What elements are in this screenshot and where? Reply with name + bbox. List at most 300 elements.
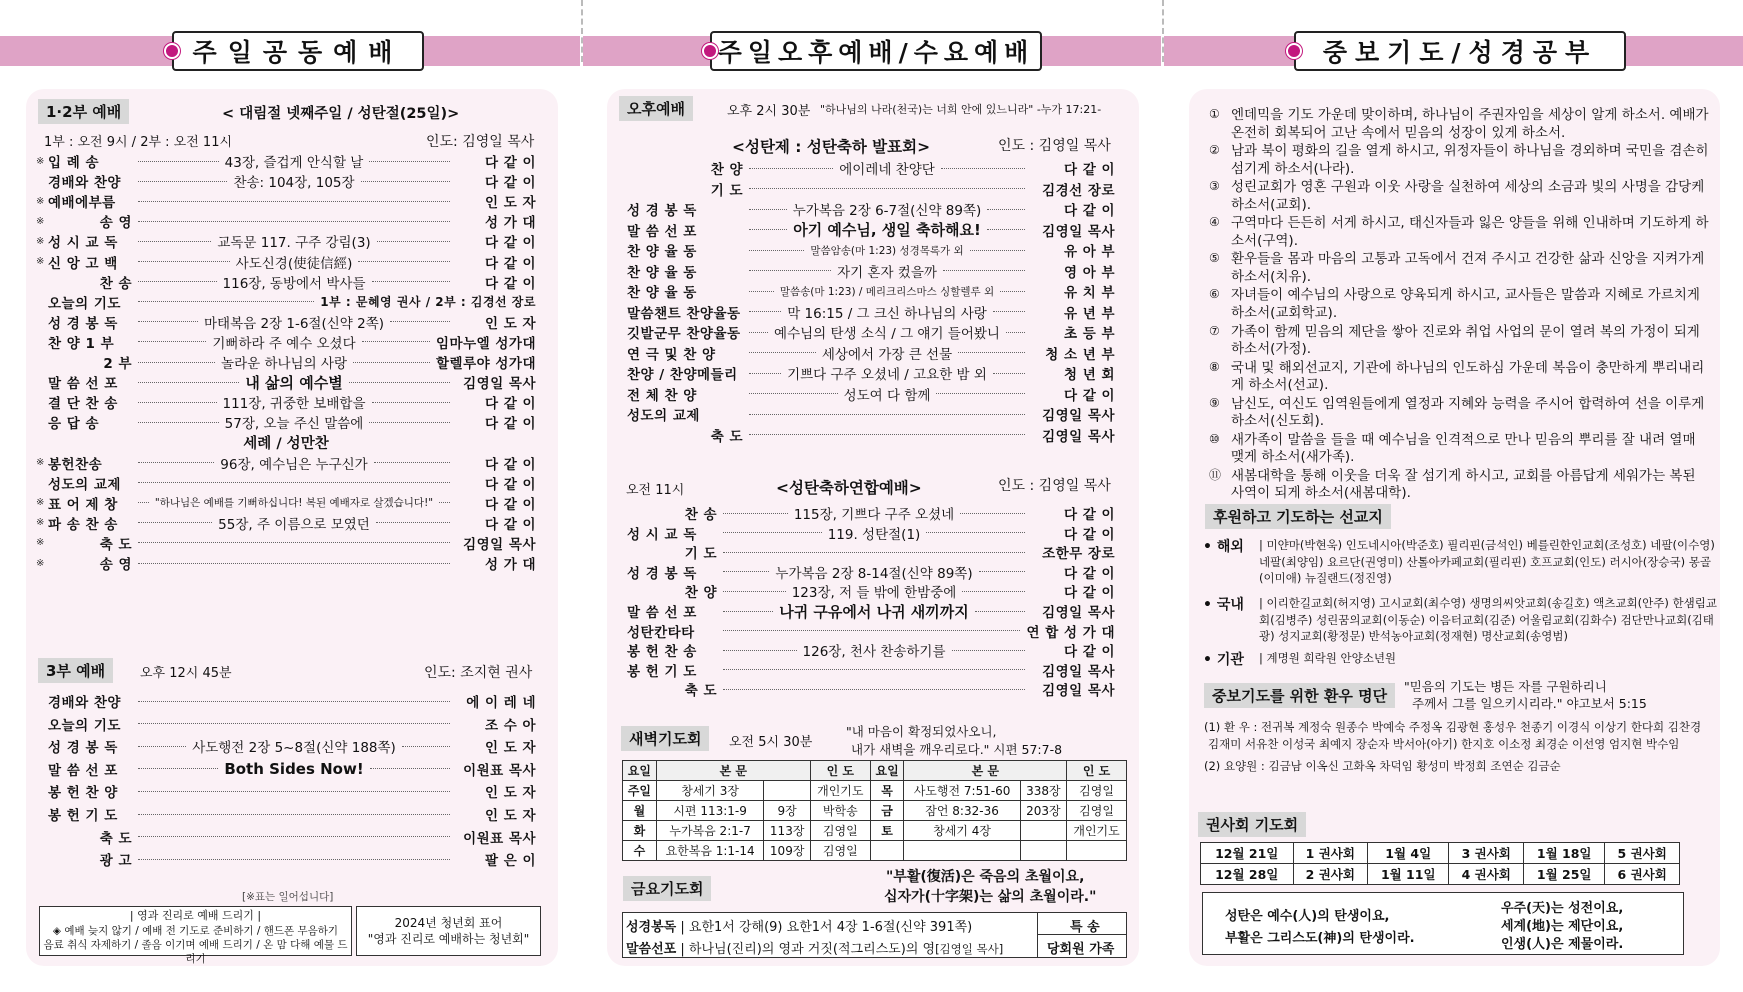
dotted-leader (138, 768, 218, 769)
order-content: 57장, 오늘 주신 말씀에 (224, 416, 364, 433)
dawn-verse-line: "내 마음이 확정되었사오니, (846, 724, 997, 739)
table-row (1201, 864, 1680, 885)
table-cell: 1월 18일 (1524, 843, 1605, 864)
title-prayer-bible-study: 중보기도/성경공부 (1294, 31, 1626, 71)
order-leader: 다 같 이 (484, 496, 537, 513)
dotted-leader (749, 434, 1025, 435)
table-header-row (623, 761, 1127, 781)
footer-quote-line: 부활은 그리스도(神)의 탄생이라. (1225, 931, 1415, 946)
prayer-number: ③ (1209, 179, 1220, 194)
dotted-leader (952, 650, 1026, 651)
service-theme: < 대림절 넷째주일 / 성탄절(25일)> (222, 106, 460, 122)
order-leader: 다 같 이 (484, 456, 537, 473)
order-row (615, 239, 1115, 261)
column-header: 본 문 (656, 761, 810, 781)
order-leader: 김영일 목사 (463, 536, 536, 553)
order-row (615, 198, 1115, 220)
order-label: 성 경 봉 독 (627, 565, 697, 582)
table-row (623, 801, 1127, 821)
order-label: 깃발군무 찬양율동 (627, 326, 741, 342)
friday-row-label: 말씀선포 (626, 942, 677, 957)
prayer-number: ⑩ (1209, 431, 1220, 446)
prayer-text: 성린교회가 영혼 구원과 이웃 사랑을 실천하여 세상의 소금과 빛의 사명을 감당케 하소서(교회). (1231, 179, 1705, 213)
standing-mark: ※ (36, 155, 45, 167)
friday-row-leader: [김영일 목사] (935, 942, 1004, 956)
table-cell: 9장 (764, 801, 810, 821)
order-label: 표 어 제 창 (48, 496, 118, 513)
order-label: 성도의 교제 (48, 476, 121, 493)
prayer-text: 구역마다 든든히 서게 하시고, 태신자들과 잃은 양들을 위해 인내하며 기도하게 하소서(구역). (1231, 215, 1709, 249)
table-cell (1067, 841, 1127, 861)
order-label: 성도의 교제 (627, 408, 700, 424)
dotted-leader (749, 188, 1025, 189)
standing-mark: ※ (36, 517, 45, 529)
order-label: 광 고 (99, 853, 132, 870)
dotted-leader (993, 311, 1025, 312)
table-cell: 주일 (623, 781, 657, 801)
order-row (36, 780, 536, 802)
dotted-leader (138, 701, 450, 702)
prayer-item (1209, 179, 1709, 214)
prayer-item (1209, 143, 1709, 178)
standing-mark: ※ (36, 537, 45, 549)
table-cell: 사도행전 7:51-60 (904, 781, 1020, 801)
order-label: 축 도 (710, 428, 743, 445)
column-divider (581, 0, 583, 62)
dotted-leader (361, 181, 450, 182)
order-label: 찬 양 율 동 (627, 244, 697, 260)
dotted-leader (138, 241, 211, 242)
order-leader: 이원표 목사 (463, 830, 536, 847)
order-leader: 인 도 자 (484, 315, 537, 332)
standing-mark: ※ (36, 457, 45, 468)
order-row (615, 301, 1115, 323)
order-row (36, 826, 536, 848)
dotted-leader (369, 161, 450, 162)
dotted-leader (723, 689, 1025, 690)
order-content: 116장, 동방에서 박사들 (222, 275, 366, 292)
dotted-leader (369, 422, 450, 423)
table-cell: 113장 (764, 821, 810, 841)
order-leader: 유 아 부 (1063, 244, 1116, 260)
dotted-leader (439, 502, 450, 503)
order-label: 찬 양 1 부 (48, 335, 115, 352)
standing-mark: ※ (36, 235, 45, 247)
order-row (36, 230, 536, 252)
prayer-item (1209, 396, 1709, 431)
dotted-leader (390, 321, 450, 322)
order-label: 성 경 봉 독 (627, 203, 697, 219)
order-row (36, 170, 536, 192)
order-content: 말씀암송(마 1:23) 성경목록가 외 (810, 244, 964, 257)
prayer-number: ⑪ (1209, 467, 1222, 482)
table-cell: 김영일 (810, 841, 870, 861)
order-row (36, 311, 536, 333)
section-label-service3: 3부 예배 (38, 658, 113, 683)
prayer-number: ① (1209, 107, 1220, 121)
dotted-leader (749, 250, 804, 251)
order-content: 세례 / 성만찬 (243, 435, 329, 452)
order-content: 예수님의 탄생 소식 / 그 얘기 들어봤니 (774, 326, 1000, 342)
order-leader: 영 아 부 (1063, 264, 1115, 281)
dotted-leader (749, 393, 838, 394)
order-leader: 유 치 부 (1063, 285, 1116, 301)
order-leader: 김영일 목사 (1042, 223, 1116, 240)
order-row (36, 532, 536, 554)
friday-special-by: 당회원 가족 (1047, 942, 1115, 957)
order-leader: 다 같 이 (1063, 507, 1115, 523)
joint-title: <성탄축하연합예배> (776, 479, 922, 497)
dotted-leader (138, 746, 186, 747)
dawn-verse-line: 내가 새벽을 깨우리로다." 시편 57:7-8 (851, 742, 1063, 757)
dotted-leader (723, 513, 788, 514)
order-row (36, 291, 536, 313)
sick-list (1204, 719, 1714, 775)
dotted-leader (370, 768, 450, 769)
order-content: "하나님은 예배를 기뻐하십니다! 복된 예배자로 살겠습니다!" (154, 497, 434, 510)
prayer-item (1209, 360, 1709, 395)
dotted-leader (749, 311, 781, 312)
order-label: 말 씀 선 포 (627, 605, 697, 621)
dotted-leader (749, 414, 1025, 415)
order-label: 송 영 (99, 215, 132, 232)
dotted-leader (374, 462, 450, 463)
dotted-leader (138, 791, 450, 792)
mission-region: • 해외 (1203, 539, 1244, 555)
footer-quote-line: 인생(人)은 제물이라. (1501, 937, 1624, 952)
table-cell: 수 (623, 841, 657, 861)
prayer-item (1209, 324, 1709, 359)
order-content: Both Sides Now! (224, 759, 364, 778)
order-row (36, 371, 536, 393)
order-content: 내 삶의 예수별 (245, 373, 343, 392)
order-label: 찬 양 (684, 585, 717, 602)
order-label: 결 단 찬 송 (48, 396, 118, 413)
prayer-text: 자녀들이 예수님의 사랑으로 양육되게 하시고, 교사들은 말씀과 지혜로 가르치게 하소서(교회학교). (1231, 287, 1700, 322)
order-label: 봉 헌 기 도 (48, 808, 118, 824)
order-leader: 다 같 이 (484, 155, 537, 171)
bullet-dot-icon (164, 43, 180, 59)
order-label: 오늘의 기도 (48, 295, 121, 312)
dotted-leader (138, 563, 450, 564)
order-label: 오늘의 기도 (48, 717, 121, 734)
dotted-leader (377, 241, 450, 242)
prayer-item (1209, 468, 1709, 503)
table-cell: 잠언 8:32-36 (904, 801, 1020, 821)
order-leader: 성 가 대 (484, 557, 536, 573)
mission-group (1203, 537, 1718, 587)
dotted-leader (138, 836, 450, 837)
elders-prayer-table (1200, 842, 1680, 885)
order-label: 찬 송 (684, 507, 717, 523)
prayer-item (1209, 251, 1709, 286)
order-content: 막 16:15 / 그 크신 하나님의 사랑 (787, 305, 987, 322)
order-label: 봉헌찬송 (48, 456, 103, 473)
section-label-dawn: 새벽기도회 (621, 726, 709, 751)
prayer-text: 남신도, 여신도 임역원들에게 열정과 지혜와 능력을 주시어 합력하여 선을 이루게 하소서(신도회). (1231, 395, 1705, 430)
order-content: 자기 혼자 컸을까 (837, 264, 937, 281)
order-label: 경배와 찬양 (48, 695, 121, 711)
guide-title: | 영과 진리로 예배 드리기 | (129, 909, 262, 922)
prayer-number: ⑤ (1209, 251, 1220, 266)
dotted-leader (987, 229, 1025, 230)
dotted-leader (749, 270, 831, 271)
prayer-number: ⑨ (1209, 395, 1220, 410)
order-leader: 김영일 목사 (1042, 408, 1115, 424)
order-label: 성 시 교 독 (48, 235, 118, 252)
order-label: 찬 송 (99, 275, 132, 292)
order-content: 기뻐하라 주 예수 오셨다 (212, 335, 356, 352)
order-leader: 이원표 목사 (463, 762, 536, 779)
order-label: 파 송 찬 송 (48, 516, 118, 533)
order-label: 전 체 찬 양 (627, 387, 697, 404)
table-cell: 109장 (764, 841, 810, 861)
order-leader: 김영일 목사 (1042, 683, 1115, 700)
dotted-leader (941, 168, 1025, 169)
table-cell: 2 권사회 (1293, 864, 1368, 885)
column-header: 인 도 (810, 761, 870, 781)
order-leader: 다 같 이 (1063, 203, 1115, 219)
friday-table: 성경봉독 | 요한1서 강해(9) 요한1서 4장 1-6절(신약 391쪽) 말씀선포 | 하나님(진리)의 영과 거짓(적그리스도)의 영[김영일 목사] 특 송 당회원 가족 (622, 912, 1127, 958)
intercession-list (1209, 107, 1709, 504)
prayer-item (1209, 432, 1709, 467)
worship-guide-box (39, 906, 352, 966)
order-leader: 다 같 이 (484, 396, 537, 413)
order-row (36, 351, 536, 373)
dotted-leader (138, 502, 149, 503)
dotted-leader (358, 261, 450, 262)
prayer-number: ④ (1209, 215, 1220, 230)
order-content: 111장, 귀중한 보배합을 (222, 396, 366, 413)
dotted-leader (138, 462, 214, 463)
order-row (36, 758, 536, 780)
title-afternoon-wednesday: 주일오후예배/수요예배 (710, 31, 1042, 71)
order-label: 봉 헌 찬 양 (48, 785, 118, 802)
order-content: 말씀송(마 1:23) / 메리크리스마스 싱할렐루 외 (779, 285, 995, 298)
column-header: 요일 (870, 761, 904, 781)
table-cell (1020, 841, 1066, 861)
dotted-leader (723, 611, 773, 612)
order-row (36, 690, 536, 712)
order-leader: 김영일 목사 (463, 376, 537, 393)
dotted-leader (138, 221, 450, 222)
table-cell: 1 권사회 (1293, 843, 1368, 864)
dotted-leader (749, 332, 768, 333)
sick-patients: (1) 환 우 : 전귀복 계정숙 원종수 박예숙 주정옥 김광현 홍성우 천종기 이경식 이상기 한다희 김찬경 김재미 서유찬 이성국 최예지 장순자 박서아(아기) 한지호 이소정 최경순 이선영 엄지현 박수임 (1204, 720, 1702, 751)
title-sunday-worship: 주일공동예배 (172, 31, 424, 71)
afternoon-verse: "하나님의 나라(천국)는 너희 안에 있느니라" -누가 17:21- (820, 103, 1102, 116)
order-leader: 유 년 부 (1063, 305, 1115, 322)
order-leader: 초 등 부 (1063, 326, 1116, 342)
order-label: 기 도 (710, 182, 743, 199)
order-leader: 다 같 이 (484, 255, 537, 272)
section-label-friday: 금요기도회 (623, 876, 711, 901)
service-leader: 인도: 김영일 목사 (426, 134, 535, 150)
order-leader: 할렐루야 성가대 (436, 356, 537, 372)
table-cell (1020, 821, 1066, 841)
table-row (623, 841, 1127, 861)
joint-leader: 인도 : 김영일 목사 (998, 478, 1111, 494)
prayer-item (1209, 287, 1709, 322)
dotted-leader (723, 552, 1025, 553)
service3-time: 오후 12시 45분 (140, 666, 232, 681)
dotted-leader (749, 373, 781, 374)
mission-group (1203, 650, 1718, 670)
dotted-leader (749, 209, 787, 210)
order-label: 경배와 찬양 (48, 175, 121, 192)
table-cell: 시편 113:1-9 (656, 801, 764, 821)
dotted-leader (372, 281, 451, 282)
order-content: 세상에서 가장 큰 선물 (821, 346, 953, 363)
order-row (36, 150, 536, 172)
order-label: 성탄칸타타 (627, 624, 695, 641)
table-row (623, 781, 1127, 801)
dotted-leader (749, 168, 833, 169)
bullet-dot-icon (1286, 43, 1302, 59)
dotted-leader (138, 161, 219, 162)
order-content: 115장, 기쁘다 구주 오셨네 (793, 507, 955, 523)
order-content: 123장, 저 들 밖에 한밤중에 (791, 585, 957, 602)
dotted-leader (138, 522, 212, 523)
dotted-leader (749, 291, 774, 292)
afternoon-title: <성탄제 : 성탄축하 발표회> (732, 138, 931, 156)
order-leader: 청 년 회 (1063, 367, 1115, 383)
order-label: 성 시 교 독 (627, 526, 697, 543)
order-leader: 다 같 이 (484, 175, 536, 192)
mission-list: | 미얀마(박현욱) 인도네시아(박준호) 필리핀(금석인) 베를린한인교회(조성호) 네팔(이수영) 네팔(최양임) 요르단(권영미) 산톨아카페교회(필리핀) 호프교회(인도) 러시아(장승국) 몽골(이미애) 뉴질랜드(정진영) (1259, 538, 1715, 586)
order-label: 찬 양 (710, 162, 743, 178)
dotted-leader (138, 422, 219, 423)
dotted-leader (723, 630, 1020, 631)
dotted-leader (372, 402, 451, 403)
table-cell: 1월 11일 (1368, 864, 1449, 885)
prayer-item (1209, 215, 1709, 250)
prayer-text: 환우들을 몸과 마음의 고통과 고독에서 건져 주시고 건강한 삶과 신앙을 지켜가게 하소서(치유). (1231, 251, 1705, 285)
order-content: 아기 예수님, 생일 축하해요! (793, 221, 981, 239)
standing-mark: ※ (36, 256, 45, 267)
order-label: 말씀챈트 찬양율동 (627, 305, 741, 322)
order-content: 기쁘다 구주 오셨네 / 고요한 밤 외 (787, 367, 987, 383)
order-content: 에이레네 찬양단 (839, 162, 935, 178)
table-cell: 김영일 (1067, 801, 1127, 821)
dotted-leader (138, 723, 450, 724)
table-cell: 3 권사회 (1449, 843, 1524, 864)
mission-region: • 국내 (1203, 597, 1244, 613)
sick-nursing-home: (2) 요양원 : 김금남 이옥신 고화옥 차덕임 황성미 박정희 조연순 김금순 (1204, 759, 1561, 774)
order-label: 봉 헌 기 도 (627, 663, 697, 680)
prayer-number: ② (1209, 143, 1220, 158)
table-cell (764, 781, 810, 801)
order-leader: 임마누엘 성가대 (436, 335, 537, 352)
table-cell: 박학송 (810, 801, 870, 821)
order-row (36, 271, 536, 293)
footer-quote-line: 세계(地)는 제단이요, (1501, 919, 1624, 934)
table-cell: 목 (870, 781, 904, 801)
friday-quote-line: 십자가(十字架)는 삶의 초월이라." (884, 889, 1097, 905)
table-cell: 5 권사회 (1605, 843, 1680, 864)
dotted-leader (723, 571, 769, 572)
dotted-leader (376, 522, 450, 523)
sick-quote-line: 주께서 그를 일으키시리라." 야고보서 5:15 (1412, 696, 1647, 711)
order-row (36, 411, 536, 433)
order-leader: 다 같 이 (484, 516, 536, 533)
mission-group (1203, 595, 1718, 645)
dotted-leader (138, 181, 227, 182)
table-cell: 김영일 (1067, 781, 1127, 801)
order-content: 사도행전 2장 5~8절(신약 188쪽) (192, 740, 396, 757)
order-label: 2 부 (103, 356, 132, 372)
prayer-number: ⑧ (1209, 359, 1220, 374)
order-label: 축 도 (684, 683, 717, 700)
order-leader: 김경선 장로 (1042, 182, 1115, 199)
order-label: 말 씀 선 포 (48, 376, 118, 393)
table-cell: 1월 25일 (1524, 864, 1605, 885)
order-leader: 다 같 이 (1063, 585, 1115, 602)
service3-leader: 인도: 조지현 권사 (424, 665, 533, 681)
order-label: 응 답 송 (48, 416, 100, 433)
order-leader: 1부 : 문혜영 권사 / 2부 : 김경선 장로 (320, 295, 536, 310)
order-row (615, 362, 1115, 384)
order-content: 119. 성탄절(1) (827, 526, 921, 543)
friday-row-content: 요한1서 강해(9) 요한1서 4장 1-6절(신약 391쪽) (688, 920, 973, 935)
dotted-leader (138, 859, 450, 860)
order-content: 놀라운 하나님의 사랑 (221, 356, 347, 372)
order-label: 입 례 송 (48, 155, 100, 171)
dotted-leader (723, 532, 822, 533)
dotted-leader (749, 229, 787, 230)
order-leader: 김영일 목사 (1042, 428, 1115, 445)
dotted-leader (138, 261, 230, 262)
order-row (615, 342, 1115, 364)
prayer-number: ⑥ (1209, 287, 1220, 302)
motto-text: "영과 진리로 예배하는 청년회" (367, 932, 530, 947)
order-leader: 연 합 성 가 대 (1026, 624, 1115, 641)
table-cell: 개인기도 (810, 781, 870, 801)
order-content: 마태복음 2장 1-6절(신약 2쪽) (204, 315, 385, 332)
order-label: 기 도 (684, 546, 717, 563)
order-row (36, 452, 536, 474)
mission-list: | 이리한길교회(허지영) 고시교회(최수영) 생명의씨앗교회(송길호) 액츠교회(안주) 한샘림교회(김병주) 성린꿈의교회(이동순) 이음터교회(김준) 어울림교회(김화수) 검단만나교회(김태광) 성지교회(황정문) 반석농아교회(정재현) 명산교회(송영범) (1259, 596, 1717, 644)
table-cell: 월 (623, 801, 657, 821)
motto-box (356, 906, 541, 956)
table-cell: 338장 (1020, 781, 1066, 801)
order-label: 송 영 (99, 557, 132, 573)
order-content: 126장, 천사 찬송하기를 (802, 644, 946, 661)
table-cell: 금 (870, 801, 904, 821)
table-cell: 12월 21일 (1201, 843, 1294, 864)
mission-region: • 기관 (1203, 652, 1244, 668)
friday-quote-line: "부활(復活)은 죽음의 초월이요, (886, 869, 1085, 885)
dotted-leader (958, 352, 1025, 353)
prayer-text: 새봄대학을 통해 이웃을 더욱 잘 섬기게 하시고, 교회를 아름답게 세워가는 복된 사역이 되게 하소서(새봄대학). (1231, 467, 1696, 502)
afternoon-time: 오후 2시 30분 (727, 104, 811, 119)
table-cell: 1월 4일 (1368, 843, 1449, 864)
order-content: 교독문 117. 구주 강림(3) (217, 235, 371, 252)
table-row (623, 821, 1127, 841)
order-label: 성 경 봉 독 (48, 315, 118, 332)
dotted-leader (970, 250, 1025, 251)
column-header: 요일 (623, 761, 657, 781)
order-label: 예배에부름 (48, 195, 116, 212)
table-cell: 창세기 3장 (656, 781, 764, 801)
order-row (36, 848, 536, 870)
order-content: 사도신경(使徒信經) (235, 255, 353, 272)
order-leader: 다 같 이 (1063, 526, 1116, 543)
order-row (36, 803, 536, 825)
section-label-sick: 중보기도를 위한 환우 명단 (1204, 683, 1395, 708)
order-label: 봉 헌 찬 송 (627, 644, 697, 661)
order-row (36, 492, 536, 514)
